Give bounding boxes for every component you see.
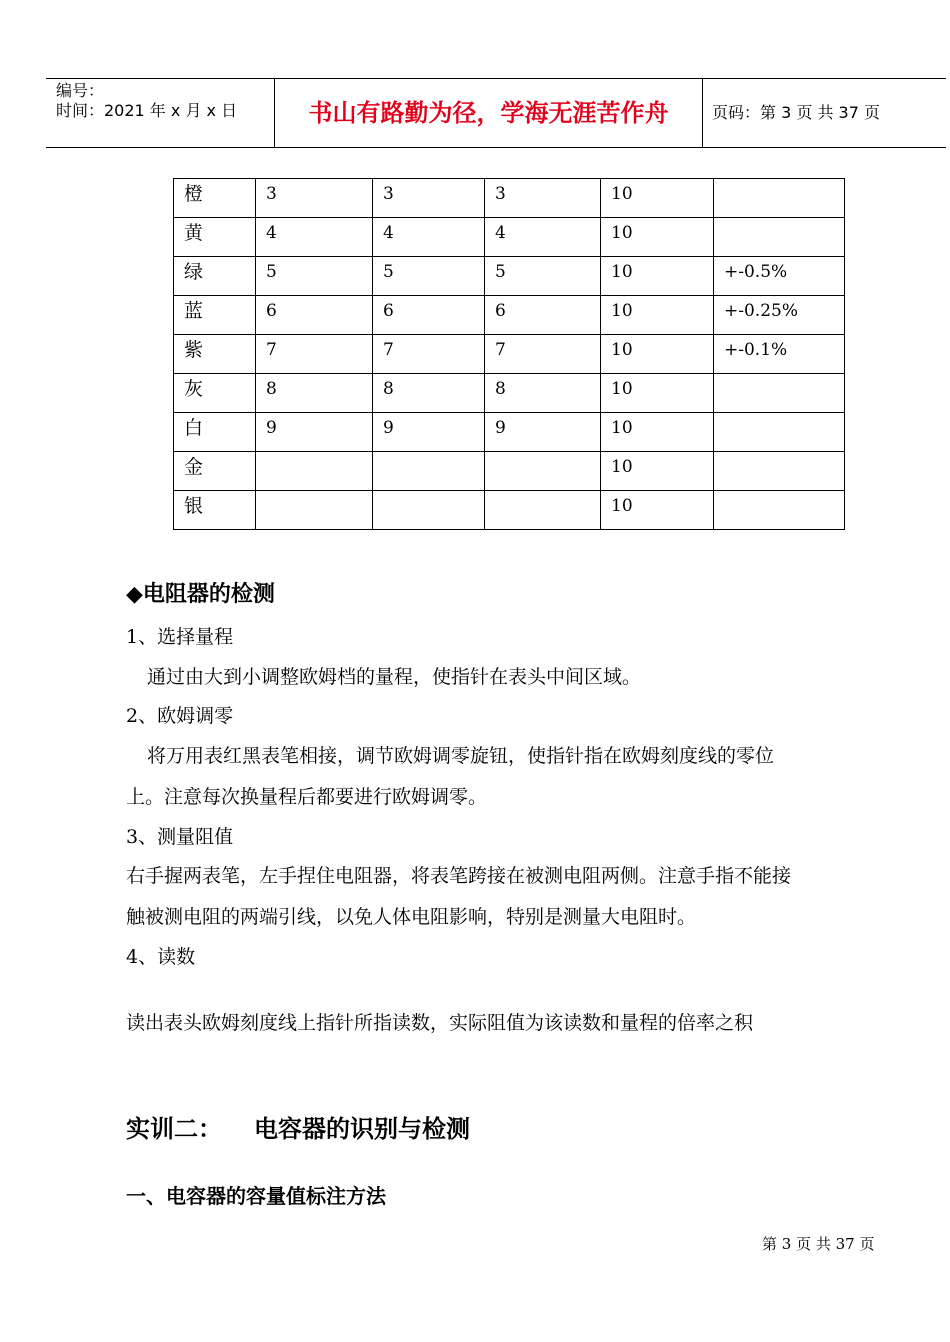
step-title: 4、读数	[126, 946, 196, 968]
header-motto: 书山有路勤为径，学海无涯苦作舟	[308, 99, 669, 127]
color-name-cell: 黄	[174, 218, 256, 257]
table-cell: 8	[256, 374, 373, 413]
document-date: 时间：2021 年 x 月 x 日	[56, 101, 238, 120]
table-row	[174, 491, 845, 530]
page-footer: 第 3 页 共 37 页	[762, 1235, 875, 1253]
color-name-cell: 灰	[174, 374, 256, 413]
table-row	[174, 179, 845, 218]
table-cell: 10	[601, 491, 714, 530]
table-cell	[485, 452, 601, 491]
table-cell: 10	[601, 257, 714, 296]
table-cell	[485, 491, 601, 530]
step-text: 触被测电阻的两端引线，以免人体电阻影响，特别是测量大电阻时。	[126, 906, 697, 928]
table-cell: 4	[256, 218, 373, 257]
table-cell: 8	[485, 374, 601, 413]
table-cell: 10	[601, 335, 714, 374]
table-cell: 5	[256, 257, 373, 296]
table-row	[174, 218, 845, 257]
table-cell: 10	[601, 296, 714, 335]
table-cell	[714, 452, 845, 491]
table-cell	[714, 179, 845, 218]
table-cell: 9	[256, 413, 373, 452]
table-cell: 9	[485, 413, 601, 452]
section-heading-prefix: 实训二：	[126, 1115, 222, 1143]
table-cell: +-0.5%	[714, 257, 845, 296]
table-cell: 10	[601, 452, 714, 491]
table-cell: 9	[373, 413, 485, 452]
table-cell	[714, 413, 845, 452]
table-cell: 6	[485, 296, 601, 335]
color-name-cell: 蓝	[174, 296, 256, 335]
table-row	[174, 335, 845, 374]
document-number-label: 编号：	[56, 81, 105, 100]
header-divider	[274, 79, 275, 147]
table-row	[174, 413, 845, 452]
color-name-cell: 绿	[174, 257, 256, 296]
table-cell: 5	[373, 257, 485, 296]
section-heading-resistor-test: ◆电阻器的检测	[126, 582, 275, 607]
table-cell: 10	[601, 179, 714, 218]
table-cell: 5	[485, 257, 601, 296]
table-cell: 3	[256, 179, 373, 218]
color-name-cell: 金	[174, 452, 256, 491]
color-name-cell: 橙	[174, 179, 256, 218]
table-row	[174, 374, 845, 413]
table-cell: 7	[485, 335, 601, 374]
table-cell: 10	[601, 374, 714, 413]
header-page-info: 页码：第 3 页 共 37 页	[712, 103, 880, 122]
header-meta	[56, 81, 237, 121]
step-text: 上。注意每次换量程后都要进行欧姆调零。	[126, 786, 488, 808]
step-text: 读出表头欧姆刻度线上指针所指读数，实际阻值为该读数和量程的倍率之积	[126, 1012, 754, 1034]
table-cell: 7	[256, 335, 373, 374]
table-cell	[256, 452, 373, 491]
section-heading-capacitor: 电容器的识别与检测	[254, 1115, 470, 1143]
table-cell: 8	[373, 374, 485, 413]
table-cell	[714, 218, 845, 257]
table-cell: 7	[373, 335, 485, 374]
color-name-cell: 紫	[174, 335, 256, 374]
table-cell	[373, 452, 485, 491]
table-cell	[256, 491, 373, 530]
step-title: 3、测量阻值	[126, 826, 234, 848]
table-cell	[714, 491, 845, 530]
table-row	[174, 257, 845, 296]
table-cell: +-0.1%	[714, 335, 845, 374]
subheading-capacitance-marking: 一、电容器的容量值标注方法	[126, 1184, 386, 1208]
table-cell: 6	[256, 296, 373, 335]
table-cell	[714, 374, 845, 413]
table-cell: +-0.25%	[714, 296, 845, 335]
color-name-cell: 白	[174, 413, 256, 452]
table-cell	[373, 491, 485, 530]
table-cell: 3	[373, 179, 485, 218]
table-row	[174, 452, 845, 491]
table-row	[174, 296, 845, 335]
table-cell: 4	[373, 218, 485, 257]
step-text: 通过由大到小调整欧姆档的量程，使指针在表头中间区域。	[147, 666, 642, 688]
table-cell: 10	[601, 218, 714, 257]
table-cell: 10	[601, 413, 714, 452]
table-cell: 6	[373, 296, 485, 335]
step-text: 右手握两表笔，左手捏住电阻器，将表笔跨接在被测电阻两侧。注意手指不能接	[126, 865, 792, 887]
table-cell: 4	[485, 218, 601, 257]
page-header	[46, 78, 946, 148]
color-name-cell: 银	[174, 491, 256, 530]
color-code-table	[173, 178, 845, 530]
step-text: 将万用表红黑表笔相接，调节欧姆调零旋钮，使指针指在欧姆刻度线的零位	[147, 745, 775, 767]
header-divider	[702, 79, 703, 147]
table-cell: 3	[485, 179, 601, 218]
step-title: 2、欧姆调零	[126, 705, 234, 727]
step-title: 1、选择量程	[126, 626, 234, 648]
